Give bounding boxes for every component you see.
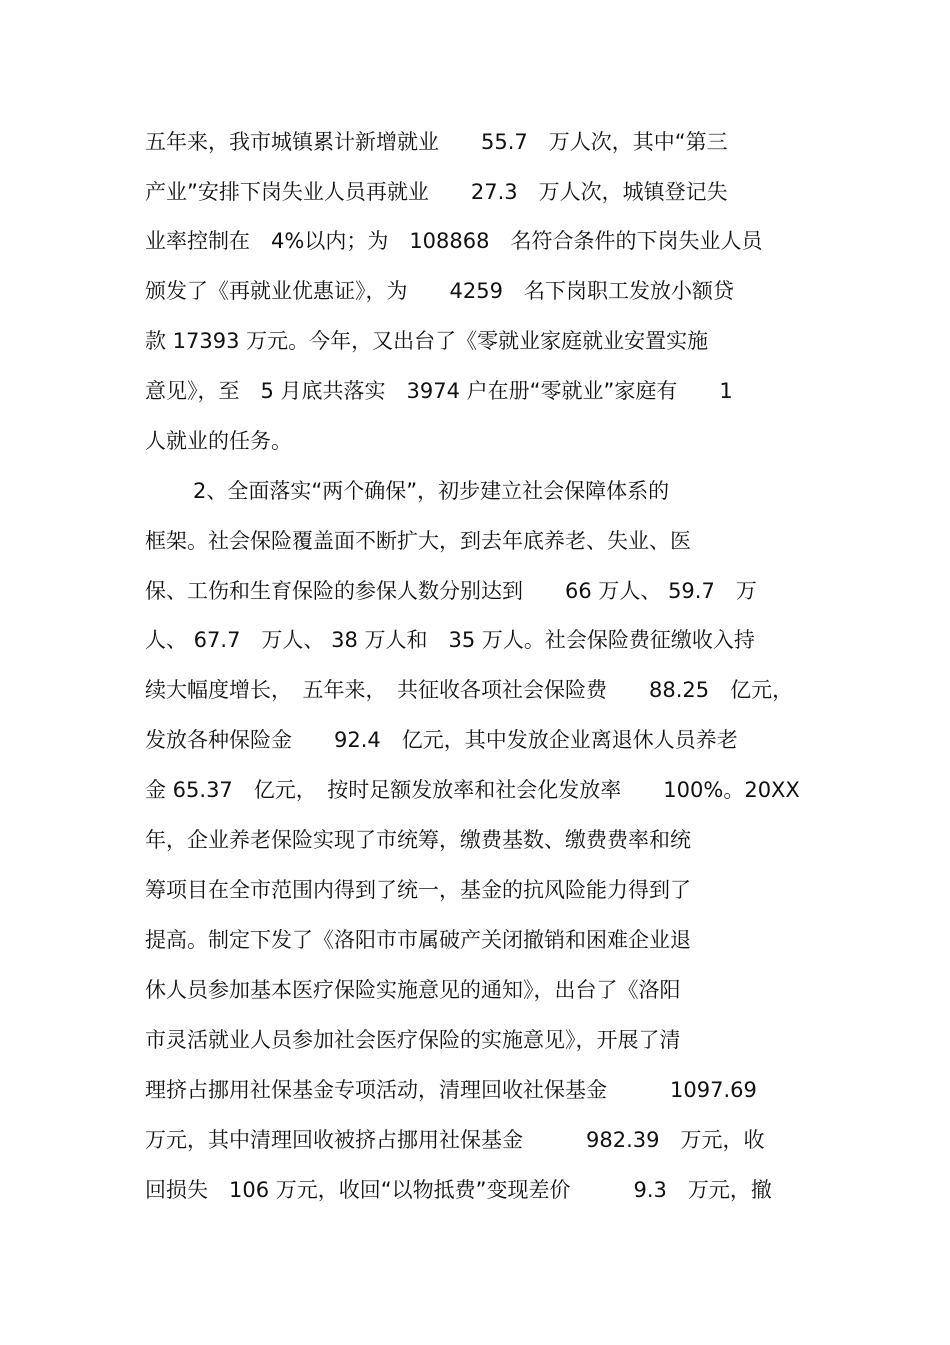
- paragraph-start-line: 2、全面落实“两个确保”，初步建立社会保障体系的: [193, 479, 670, 503]
- text-line: 款 17393 万元。今年，又出台了《零就业家庭就业安置实施: [145, 329, 709, 353]
- text-line: 人就业的任务。: [145, 429, 292, 453]
- text-line: 发放各种保险金 92.4 亿元，其中发放企业离退休人员养老: [145, 728, 738, 752]
- text-line: 提高。制定下发了《洛阳市市属破产关闭撤销和困难企业退: [145, 928, 691, 952]
- text-line: 保、工伤和生育保险的参保人数分别达到 66 万人、 59.7 万: [145, 579, 757, 603]
- text-line: 意见》，至 5 月底共落实 3974 户在册“零就业”家庭有 1: [145, 379, 733, 403]
- text-line: 万元，其中清理回收被挤占挪用社保基金 982.39 万元，收: [145, 1128, 765, 1152]
- text-line: 年，企业养老保险实现了市统筹，缴费基数、缴费费率和统: [145, 828, 691, 852]
- text-line: 回损失 106 万元，收回“以物抵费”变现差价 9.3 万元，撤: [145, 1178, 772, 1202]
- text-line: 续大幅度增长， 五年来， 共征收各项社会保险费 88.25 亿元，: [145, 678, 794, 702]
- text-line: 金 65.37 亿元， 按时足额发放率和社会化发放率 100%。20XX: [145, 778, 800, 802]
- text-line: 休人员参加基本医疗保险实施意见的通知》，出台了《洛阳: [145, 978, 681, 1002]
- text-line: 人、 67.7 万人、 38 万人和 35 万人。社会保险费征缴收入持: [145, 628, 755, 652]
- text-line: 产业”安排下岗失业人员再就业 27.3 万人次，城镇登记失: [145, 180, 728, 204]
- text-line: 理挤占挪用社保基金专项活动，清理回收社保基金 1097.69: [145, 1078, 757, 1102]
- text-line: 市灵活就业人员参加社会医疗保险的实施意见》，开展了清: [145, 1028, 681, 1052]
- text-line: 五年来，我市城镇累计新增就业 55.7 万人次，其中“第三: [145, 130, 728, 154]
- text-line: 颁发了《再就业优惠证》，为 4259 名下岗职工发放小额贷: [145, 279, 734, 303]
- text-line: 框架。社会保险覆盖面不断扩大，到去年底养老、失业、医: [145, 529, 691, 553]
- text-line: 筹项目在全市范围内得到了统一，基金的抗风险能力得到了: [145, 878, 691, 902]
- text-line: 业率控制在 4%以内；为 108868 名符合条件的下岗失业人员: [145, 229, 763, 253]
